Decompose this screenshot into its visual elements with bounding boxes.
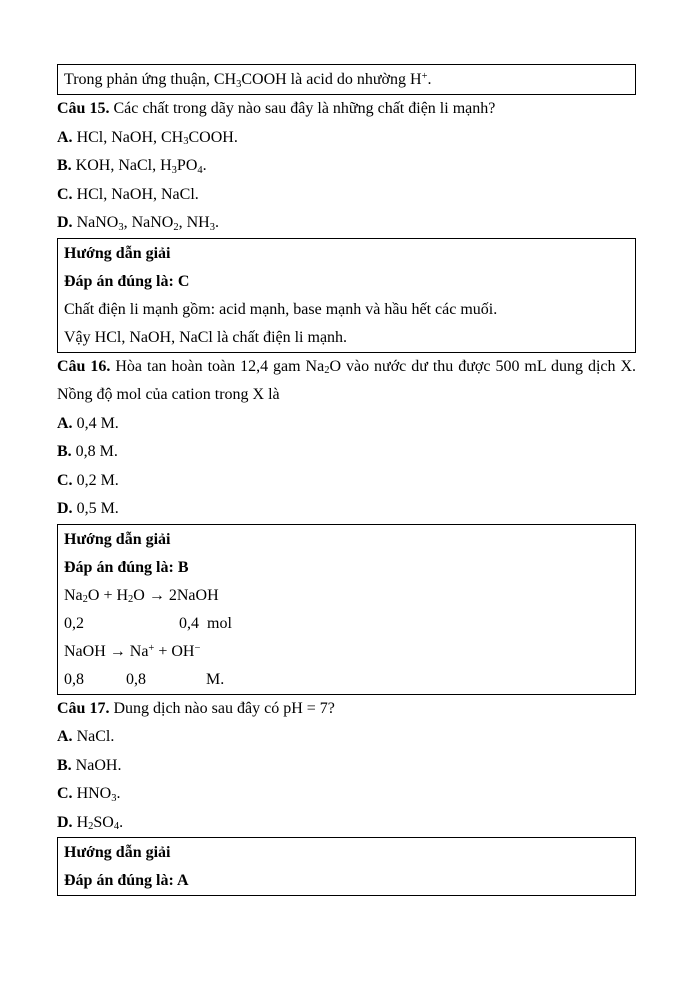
text-line [57,723,636,752]
text-segment: 0,4 [179,614,199,632]
text-line [57,353,636,410]
text-segment: Các chất trong dãy nào sau đây là những chất điện li mạnh? [109,100,496,117]
text-line [64,867,629,895]
subscript: 3 [183,136,189,148]
text-segment: HCl, NaOH, NaCl. [72,185,199,203]
text-segment: $Na_2O + H_2O$ → 2NaOH [64,586,219,606]
text-line [64,554,629,582]
document-content [57,64,636,896]
q15-option-d [57,209,636,238]
text-segment: Đáp án đúng là: B [64,558,189,576]
text-segment: B. [57,756,72,774]
q15-option-b [57,152,636,181]
text-segment: D. [57,500,73,517]
q17-solution-box [57,837,636,896]
text-line [64,296,629,324]
text-segment: NaNO$_3$, NaNO$_2$, $NH_3$. [72,214,219,233]
text-segment: D. [57,214,73,231]
subscript: 3 [209,221,215,233]
text-segment: $H_2SO_4$. [72,813,124,833]
superscript: + [148,642,155,654]
text-line [57,752,636,781]
text-segment: Câu 16. [57,357,111,375]
text-segment: 0,5 M. [72,500,119,517]
subscript: 3 [118,221,124,233]
text-line [64,66,629,94]
q17-option-c [57,780,636,809]
q16-option-b [57,438,636,467]
text-segment: A. [57,414,73,432]
question-17 [57,695,636,724]
q17-option-a [57,723,636,752]
text-line [57,495,636,524]
text-segment: Hướng dẫn giải [64,244,171,262]
text-segment: C. [57,185,73,203]
text-line [57,780,636,809]
text-line [57,181,636,210]
text-line [57,809,636,838]
superscript: + [421,71,428,83]
subscript: 2 [128,594,134,606]
text-line [57,438,636,467]
subscript: 3 [236,78,242,90]
q16-option-c [57,467,636,496]
text-line [57,152,636,181]
text-segment: Hòa tan hoàn toàn 12,4 gam $Na_2O$ vào nước dư thu được 500 mL dung dịch X. Nồng độ mol của cation trong X là [57,357,637,403]
text-segment: Hướng dẫn giải [64,844,171,861]
text-segment: NaCl. [72,728,115,745]
text-segment: 0,8 M. [71,443,118,460]
text-segment: Trong phản ứng thuận, $CH_3COOH$ là acid do nhường H+. [64,71,432,90]
subscript: 2 [324,365,330,377]
q15-solution-box [57,238,636,353]
q15-option-c [57,181,636,210]
text-line [57,467,636,496]
text-segment: NaOH → Na+ + OH− [64,642,201,660]
text-segment: Đáp án đúng là: A [64,872,189,889]
text-line [57,209,636,238]
subscript: 2 [88,821,94,833]
text-segment: KOH, NaCl, $H_3PO_4$. [71,157,207,176]
text-line [57,410,636,439]
text-segment: 0,8 [126,670,146,688]
text-segment: Chất điện li mạnh gồm: acid mạnh, base mạnh và hầu hết các muối. [64,300,498,318]
text-segment: 0,2 [64,614,84,632]
text-segment: B. [57,157,72,174]
q16-solution-box [57,524,636,695]
text-segment: Đáp án đúng là: C [64,272,190,290]
text-line [64,610,629,638]
text-segment: 0,8 [64,670,84,688]
text-line [57,124,636,153]
subscript: 4 [197,164,203,176]
subscript: 3 [171,164,177,176]
text-segment: Hướng dẫn giải [64,530,171,548]
text-line [64,666,629,694]
text-segment: $HNO_3$. [72,785,121,804]
q17-option-d [57,809,636,838]
text-line [64,526,629,554]
text-segment: D. [57,813,73,831]
superscript: − [194,642,201,654]
subscript: 2 [173,221,179,233]
text-segment: 0,4 M. [72,414,119,432]
text-segment: B. [57,443,72,460]
text-line [64,324,629,352]
question-15 [57,95,636,124]
question-16 [57,353,636,410]
text-segment: A. [57,728,73,745]
text-segment: Vậy HCl, NaOH, NaCl là chất điện li mạnh. [64,328,348,346]
text-line [64,582,629,610]
text-segment: Câu 17. [57,699,110,717]
text-line [64,240,629,268]
text-segment: M. [206,670,225,688]
q16-option-a [57,410,636,439]
text-line [64,638,629,666]
text-segment: NaOH. [71,756,122,774]
text-segment: C. [57,785,73,802]
text-line [64,268,629,296]
text-segment: C. [57,471,73,489]
text-line [64,839,629,867]
text-segment: Câu 15. [57,100,110,117]
text-segment: A. [57,128,73,146]
subscript: 4 [113,821,120,833]
q17-option-b [57,752,636,781]
q15-option-a [57,124,636,153]
text-line [57,95,636,124]
subscript: 2 [82,594,88,606]
subscript: 3 [111,792,117,804]
text-segment: HCl, NaOH, $CH_3COOH$. [72,128,238,148]
text-segment: 0,2 M. [72,471,119,489]
text-segment: mol [207,614,232,632]
text-line [57,695,636,724]
text-segment: Dung dịch nào sau đây có pH = 7? [109,699,335,717]
q16-option-d [57,495,636,524]
q14-solution-note-box [57,64,636,95]
